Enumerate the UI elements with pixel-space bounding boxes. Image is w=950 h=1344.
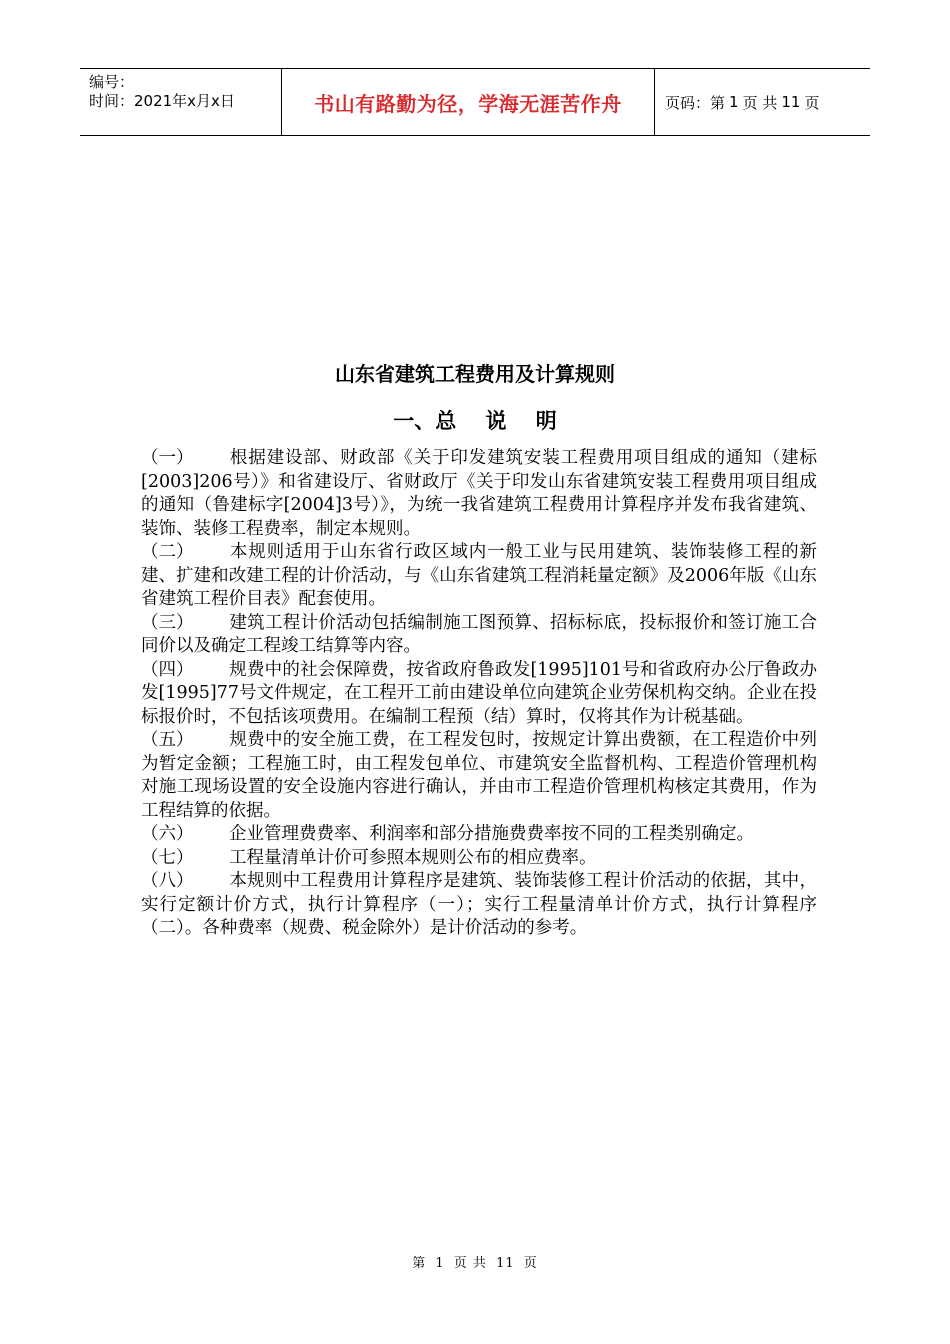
header-meta-cell [80,69,282,135]
section-title-text: 一、总 说 明 [393,409,557,433]
footer-prefix: 第 [412,1256,427,1271]
paragraph-tag: （四） [141,659,194,680]
header-page-current: 1 [729,93,739,111]
paragraph [141,729,817,823]
paragraph-tag: （六） [141,824,194,844]
paragraph-text: 本规则中工程费用计算程序是建筑、装饰装修工程计价活动的依据，其中，实行定额计价方式，执行计算程序（一）；实行工程量清单计价方式，执行计算程序（二）。各种费率（规费、税金除外）是计价活动的参考。 [141,871,817,938]
paragraph [141,870,817,941]
document-title: 山东省建筑工程费用及计算规则 [335,362,615,386]
paragraph-tag: （七） [141,847,194,868]
paragraph-text: 建筑工程计价活动包括编制施工图预算、招标标底，投标报价和签订施工合同价以及确定工程竣工结算等内容。 [141,612,817,656]
paragraph-text: 本规则适用于山东省行政区域内一般工业与民用建筑、装饰装修工程的新建、扩建和改建工程的计价活动，与《山东省建筑工程消耗量定额》及2006年版《山东省建筑工程价目表》配套使用。 [141,542,817,609]
paragraph [141,847,817,871]
document-body [141,447,817,941]
paragraph-text: 工程量清单计价可参照本规则公布的相应费率。 [229,847,597,868]
header-page-suffix: 页 [804,93,820,112]
page-footer [0,1252,950,1271]
section-title [0,406,950,436]
header-date-label: 时间：2021年x月x日 [89,92,235,110]
paragraph-tag: （三） [141,612,194,633]
footer-mid: 页 共 [453,1256,487,1271]
paragraph-text: 企业管理费费率、利润率和部分措施费费率按不同的工程类别确定。 [229,824,754,844]
header-page-mid: 页 共 [742,93,778,112]
paragraph [141,823,817,847]
paragraph-tag: （八） [141,871,194,891]
header-number-label: 编号： [89,73,135,91]
paragraph-text: 规费中的社会保障费，按省政府鲁政发[1995]101号和省政府办公厅鲁政办发[1995]77号文件规定，在工程开工前由建设单位向建筑企业劳保机构交纳。企业在投标报价时，不包括该项费用。在编制工程预（结）算时，仅将其作为计税基础。 [141,659,817,727]
header-motto-cell [282,69,655,135]
paragraph [141,541,817,612]
header-motto: 书山有路勤为径，学海无涯苦作舟 [314,91,622,116]
paragraph-tag: （一） [141,448,194,468]
paragraph [141,659,817,730]
footer-page-total: 11 [496,1256,515,1271]
paragraph [141,447,817,541]
header-page-prefix: 页码：第 [665,93,726,112]
header-page-cell [655,69,870,135]
paragraph-text: 规费中的安全施工费，在工程发包时，按规定计算出费额，在工程造价中列为暂定金额；工程施工时，由工程发包单位、市建筑安全监督机构、工程造价管理机构对施工现场设置的安全设施内容进行确认，并由市工程造价管理机构核定其费用，作为工程结算的依据。 [141,730,817,821]
footer-suffix: 页 [523,1256,538,1271]
paragraph [141,612,817,659]
page-header-table [80,68,870,136]
footer-page-current: 1 [435,1256,445,1271]
paragraph-text: 根据建设部、财政部《关于印发建筑安装工程费用项目组成的通知（建标[2003]206号）》和省建设厅、省财政厅《关于印发山东省建筑安装工程费用项目组成的通知（鲁建标字[2004]3号）》，为统一我省建筑工程费用计算程序并发布我省建筑、装饰、装修工程费率，制定本规则。 [141,448,817,539]
header-page-total: 11 [781,93,801,111]
paragraph-tag: （二） [141,542,194,562]
paragraph-tag: （五） [141,730,194,750]
